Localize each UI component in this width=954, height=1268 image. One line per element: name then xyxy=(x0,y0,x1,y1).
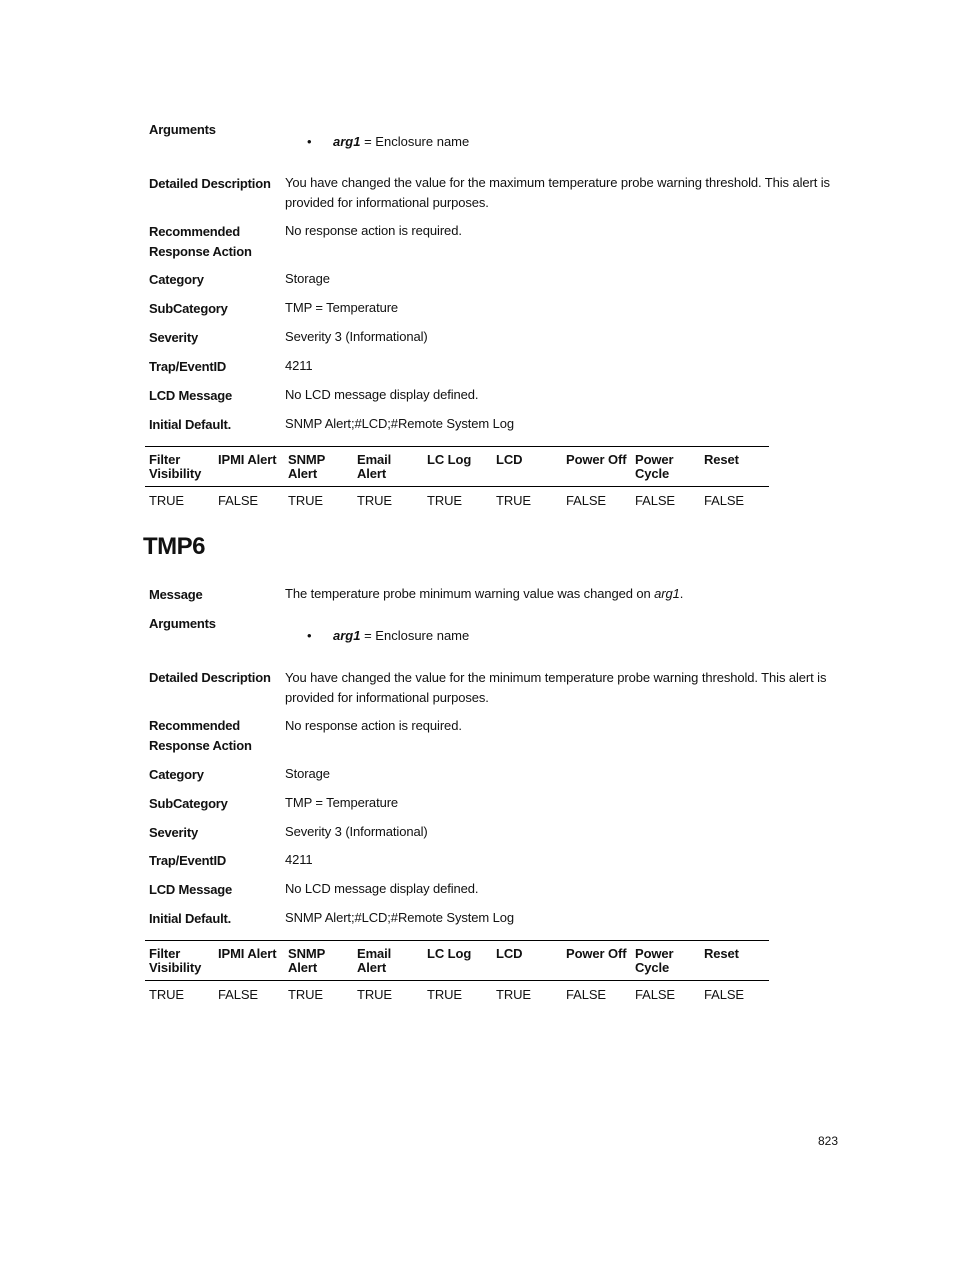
initial-default-value: SNMP Alert;#LCD;#Remote System Log xyxy=(285,910,515,925)
table-cell: TRUE xyxy=(427,987,462,1002)
table-cell: TRUE xyxy=(496,493,531,508)
subcategory-label: SubCategory xyxy=(149,796,228,811)
header-snmp-alert: SNMP Alert xyxy=(288,946,325,975)
lcd-message-value: No LCD message display defined. xyxy=(285,387,479,402)
subcategory-value: TMP = Temperature xyxy=(285,795,399,810)
header-reset: Reset xyxy=(704,946,739,961)
trap-eventid-label: Trap/EventID xyxy=(149,853,227,868)
table-cell: FALSE xyxy=(566,987,606,1002)
trap-eventid-value: 4211 xyxy=(285,852,313,867)
recommended-response-label: Recommended Response Action xyxy=(149,718,252,753)
table-cell: TRUE xyxy=(149,987,184,1002)
trap-eventid-value: 4211 xyxy=(285,358,313,373)
initial-default-value: SNMP Alert;#LCD;#Remote System Log xyxy=(285,416,515,431)
initial-default-label: Initial Default. xyxy=(149,417,232,432)
table-cell: FALSE xyxy=(635,987,675,1002)
argument-desc: Enclosure name xyxy=(375,628,470,643)
subcategory-value: TMP = Temperature xyxy=(285,300,399,315)
header-reset: Reset xyxy=(704,452,739,467)
header-email-alert: Email Alert xyxy=(357,946,392,975)
detailed-description-label: Detailed Description xyxy=(149,176,271,191)
message-end: . xyxy=(679,586,684,601)
table-cell: TRUE xyxy=(149,493,184,508)
table-cell: TRUE xyxy=(496,987,531,1002)
table-header-rule xyxy=(145,980,769,981)
message-label: Message xyxy=(149,587,203,602)
header-lcd: LCD xyxy=(496,452,523,467)
argument-eq: = xyxy=(360,628,376,643)
page-number: 823 xyxy=(818,1134,839,1148)
detailed-description-label: Detailed Description xyxy=(149,670,271,685)
message-text: The temperature probe minimum warning value was changed on xyxy=(285,586,655,601)
severity-label: Severity xyxy=(149,330,198,345)
argument-item xyxy=(307,626,470,646)
header-power-off: Power Off xyxy=(566,452,627,467)
argument-eq: = xyxy=(360,134,376,149)
detailed-description-value: You have changed the value for the maximum temperature probe warning threshold. This alert is provided for informational purposes. xyxy=(285,175,830,210)
table-cell: FALSE xyxy=(218,987,258,1002)
table-cell: FALSE xyxy=(566,493,606,508)
table-cell: TRUE xyxy=(427,493,462,508)
recommended-response-label: Recommended Response Action xyxy=(149,224,252,259)
severity-value: Severity 3 (Informational) xyxy=(285,329,428,344)
table-cell: TRUE xyxy=(288,987,323,1002)
argument-name: arg1 xyxy=(333,628,361,643)
header-power-off: Power Off xyxy=(566,946,627,961)
argument-item xyxy=(307,132,470,152)
arguments-label: Arguments xyxy=(149,122,216,137)
header-ipmi-alert: IPMI Alert xyxy=(218,946,277,961)
message-arg: arg1 xyxy=(654,586,680,601)
table-cell: FALSE xyxy=(218,493,258,508)
header-lcd: LCD xyxy=(496,946,523,961)
lcd-message-label: LCD Message xyxy=(149,388,233,403)
subcategory-label: SubCategory xyxy=(149,301,228,316)
table-top-rule xyxy=(145,940,769,941)
table-cell: FALSE xyxy=(704,987,744,1002)
category-value: Storage xyxy=(285,271,330,286)
table-top-rule xyxy=(145,446,769,447)
severity-value: Severity 3 (Informational) xyxy=(285,824,428,839)
argument-name: arg1 xyxy=(333,134,361,149)
header-email-alert: Email Alert xyxy=(357,452,392,481)
trap-eventid-label: Trap/EventID xyxy=(149,359,227,374)
header-snmp-alert: SNMP Alert xyxy=(288,452,325,481)
category-label: Category xyxy=(149,272,204,287)
section-title-tmp6: TMP6 xyxy=(143,533,206,560)
lcd-message-value: No LCD message display defined. xyxy=(285,881,479,896)
severity-label: Severity xyxy=(149,825,198,840)
table-cell: TRUE xyxy=(357,987,392,1002)
header-lc-log: LC Log xyxy=(427,946,472,961)
lcd-message-label: LCD Message xyxy=(149,882,233,897)
arguments-label: Arguments xyxy=(149,616,216,631)
table-cell: FALSE xyxy=(704,493,744,508)
recommended-response-value: No response action is required. xyxy=(285,223,462,238)
bullet-icon: • xyxy=(307,134,312,149)
table-cell: FALSE xyxy=(635,493,675,508)
initial-default-label: Initial Default. xyxy=(149,911,232,926)
category-label: Category xyxy=(149,767,204,782)
message-value xyxy=(285,584,835,604)
recommended-response-value: No response action is required. xyxy=(285,718,462,733)
category-value: Storage xyxy=(285,766,330,781)
table-cell: TRUE xyxy=(288,493,323,508)
detailed-description-value: You have changed the value for the minimum temperature probe warning threshold. This alert is provided for informational purposes. xyxy=(285,670,827,705)
header-power-cycle: Power Cycle xyxy=(635,452,674,481)
bullet-icon: • xyxy=(307,628,312,643)
header-filter-visibility: Filter Visibility xyxy=(149,946,202,975)
header-ipmi-alert: IPMI Alert xyxy=(218,452,277,467)
header-filter-visibility: Filter Visibility xyxy=(149,452,202,481)
header-lc-log: LC Log xyxy=(427,452,472,467)
table-cell: TRUE xyxy=(357,493,392,508)
table-header-rule xyxy=(145,486,769,487)
argument-desc: Enclosure name xyxy=(375,134,470,149)
header-power-cycle: Power Cycle xyxy=(635,946,674,975)
